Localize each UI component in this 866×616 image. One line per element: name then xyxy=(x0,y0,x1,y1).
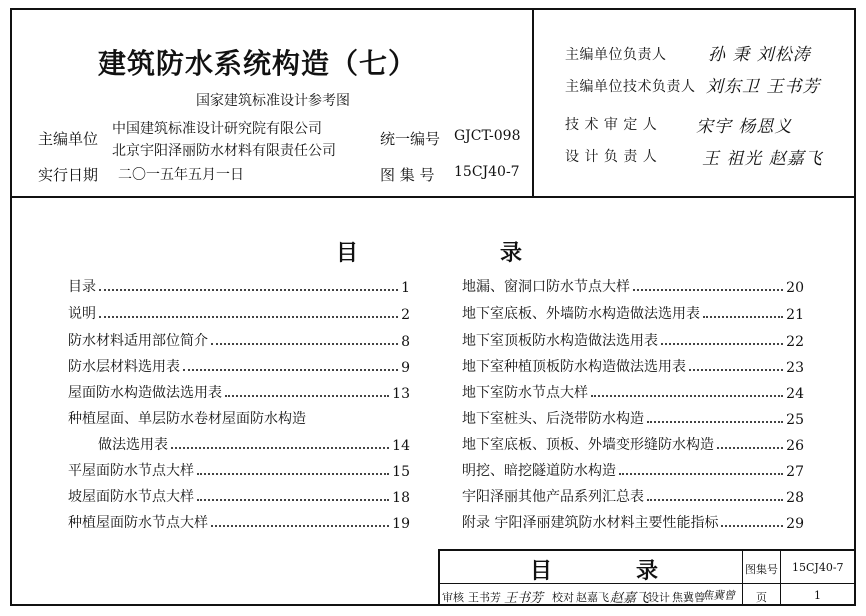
toc-entry-title: 地下室底板、顶板、外墙变形缝防水构造 xyxy=(462,437,714,453)
date-value: 二〇一五年五月一日 xyxy=(118,167,244,183)
toc-leader-dots xyxy=(197,498,389,501)
signature: 孙 秉 刘松涛 xyxy=(708,45,811,65)
atlas-subtitle: 国家建筑标准设计参考图 xyxy=(196,93,350,109)
toc-entry-page: 26 xyxy=(786,438,804,454)
toc-heading-left: 目 xyxy=(336,240,359,266)
date-label: 实行日期 xyxy=(38,166,99,184)
toc-entry[interactable] xyxy=(462,486,804,506)
toc-entry-page: 15 xyxy=(392,464,410,480)
toc-entry[interactable] xyxy=(68,303,410,323)
atlas-number-label: 图 集 号 xyxy=(380,166,435,184)
toc-leader-dots xyxy=(197,472,389,475)
toc-entry-title: 坡屋面防水节点大样 xyxy=(68,489,194,505)
review-signature: 王书芳 xyxy=(504,591,544,606)
toc-entry[interactable] xyxy=(462,434,804,454)
toc-entry-title: 宇阳泽丽其他产品系列汇总表 xyxy=(462,489,644,505)
atlas-number-value: 15CJ40-7 xyxy=(792,561,844,574)
check-label: 校对 xyxy=(552,591,574,604)
toc-entry[interactable] xyxy=(462,276,804,296)
toc-entry[interactable] xyxy=(68,330,410,350)
toc-leader-dots xyxy=(661,342,783,345)
toc-leader-dots xyxy=(647,498,783,501)
toc-leader-dots xyxy=(99,288,398,291)
toc-entry-title: 附录 宇阳泽丽建筑防水材料主要性能指标 xyxy=(462,515,719,531)
toc-entry-title: 地下室桩头、后浇带防水构造 xyxy=(462,411,644,427)
toc-entry[interactable] xyxy=(68,356,410,376)
code-label: 统一编号 xyxy=(380,130,441,148)
toc-entry-title: 地下室顶板防水构造做法选用表 xyxy=(462,333,658,349)
toc-leader-dots xyxy=(689,368,783,371)
header-divider xyxy=(10,196,856,198)
toc-entry[interactable] xyxy=(462,330,804,350)
toc-entry[interactable] xyxy=(462,460,804,480)
toc-entry-title: 地下室底板、外墙防水构造做法选用表 xyxy=(462,306,700,322)
toc-leader-dots xyxy=(183,368,398,371)
check-name: 赵嘉飞 xyxy=(576,591,609,604)
atlas-number-value: 15CJ40-7 xyxy=(454,164,520,180)
toc-entry-title: 地漏、窗洞口防水节点大样 xyxy=(462,279,630,295)
atlas-title: 建筑防水系统构造（七） xyxy=(98,47,418,80)
toc-entry-page: 14 xyxy=(392,438,410,454)
title-block-divider xyxy=(780,551,781,606)
toc-entry-title: 防水材料适用部位简介 xyxy=(68,333,208,349)
toc-leader-dots xyxy=(591,394,783,397)
toc-leader-dots xyxy=(211,524,389,527)
toc-leader-dots xyxy=(717,446,783,449)
toc-entry-page: 23 xyxy=(786,360,804,376)
toc-entry-title: 平屋面防水节点大样 xyxy=(68,463,194,479)
toc-entry-page: 22 xyxy=(786,334,804,350)
toc-entry[interactable] xyxy=(68,486,410,506)
signature: 刘东卫 王书芳 xyxy=(706,77,821,97)
toc-leader-dots xyxy=(619,472,783,475)
toc-entry[interactable] xyxy=(462,512,804,532)
toc-leader-dots xyxy=(721,524,783,527)
toc-entry-page: 21 xyxy=(786,307,804,323)
toc-entry[interactable] xyxy=(462,356,804,376)
toc-entry-title: 种植屋面、单层防水卷材屋面防水构造 xyxy=(68,411,306,427)
toc-entry[interactable] xyxy=(68,382,410,402)
toc-entry-page: 25 xyxy=(786,412,804,428)
toc-entry[interactable] xyxy=(68,512,410,532)
toc-entry-title: 地下室种植顶板防水构造做法选用表 xyxy=(462,359,686,375)
toc-entry-page: 24 xyxy=(786,386,804,402)
toc-leader-dots xyxy=(225,394,389,397)
design-signature: 焦冀曾 xyxy=(702,589,735,602)
responsibility-role: 技 术 审 定 人 xyxy=(565,117,658,133)
toc-entry-page: 9 xyxy=(401,360,410,376)
toc-entry[interactable] xyxy=(462,382,804,402)
toc-leader-dots xyxy=(647,420,783,423)
title-block-title-left: 目 xyxy=(530,558,553,584)
signature: 王 祖光 赵嘉飞 xyxy=(702,149,823,169)
toc-entry-title: 防水层材料选用表 xyxy=(68,359,180,375)
responsibility-role: 设 计 负 责 人 xyxy=(565,149,658,165)
editor-unit-2: 北京宇阳泽丽防水材料有限责任公司 xyxy=(112,143,336,159)
review-label: 审核 xyxy=(442,591,464,604)
toc-entry-title: 说明 xyxy=(68,306,96,322)
toc-leader-dots xyxy=(703,315,783,318)
check-signature: 赵嘉飞 xyxy=(610,591,650,606)
title-block-title-right: 录 xyxy=(636,558,659,584)
title-block xyxy=(438,549,856,606)
page-label: 页 xyxy=(756,591,767,604)
toc-entry-page: 18 xyxy=(392,490,410,506)
toc-entry-title: 目录 xyxy=(68,279,96,295)
toc-entry[interactable] xyxy=(68,460,410,480)
toc-entry-page: 8 xyxy=(401,334,410,350)
toc-entry[interactable] xyxy=(68,408,410,428)
toc-entry-page: 1 xyxy=(401,280,410,296)
toc-entry-page: 28 xyxy=(786,490,804,506)
review-name: 王书芳 xyxy=(468,591,501,604)
toc-entry-page: 13 xyxy=(392,386,410,402)
page-value: 1 xyxy=(814,589,821,602)
toc-entry-page: 27 xyxy=(786,464,804,480)
toc-entry-title: 明挖、暗挖隧道防水构造 xyxy=(462,463,616,479)
toc-entry-page: 29 xyxy=(786,516,804,532)
editor-unit-1: 中国建筑标准设计研究院有限公司 xyxy=(112,121,322,137)
title-block-divider xyxy=(742,551,743,606)
toc-leader-dots xyxy=(99,315,398,318)
design-label: 设计 xyxy=(648,591,670,604)
toc-leader-dots xyxy=(211,342,398,345)
toc-entry-page: 2 xyxy=(401,307,410,323)
toc-entry-title: 种植屋面防水节点大样 xyxy=(68,515,208,531)
toc-entry-page: 19 xyxy=(392,516,410,532)
signature: 宋宇 杨恩义 xyxy=(696,117,793,137)
toc-entry[interactable] xyxy=(462,408,804,428)
toc-entry-title: 做法选用表 xyxy=(98,437,168,453)
toc-leader-dots xyxy=(633,288,783,291)
toc-entry-title: 地下室防水节点大样 xyxy=(462,385,588,401)
responsibility-role: 主编单位负责人 xyxy=(565,47,667,63)
responsibility-role: 主编单位技术负责人 xyxy=(565,79,696,95)
toc-entry[interactable] xyxy=(68,276,410,296)
toc-heading-right: 录 xyxy=(500,240,523,266)
atlas-number-label: 图集号 xyxy=(745,563,778,576)
toc-entry[interactable] xyxy=(98,434,410,454)
toc-leader-dots xyxy=(171,446,389,449)
code-value: GJCT-098 xyxy=(454,128,521,144)
header-column-divider xyxy=(532,8,534,197)
editor-label: 主编单位 xyxy=(38,130,99,148)
toc-entry-title: 屋面防水构造做法选用表 xyxy=(68,385,222,401)
toc-entry-page: 20 xyxy=(786,280,804,296)
toc-entry[interactable] xyxy=(462,303,804,323)
design-name: 焦冀曾 xyxy=(672,591,705,604)
